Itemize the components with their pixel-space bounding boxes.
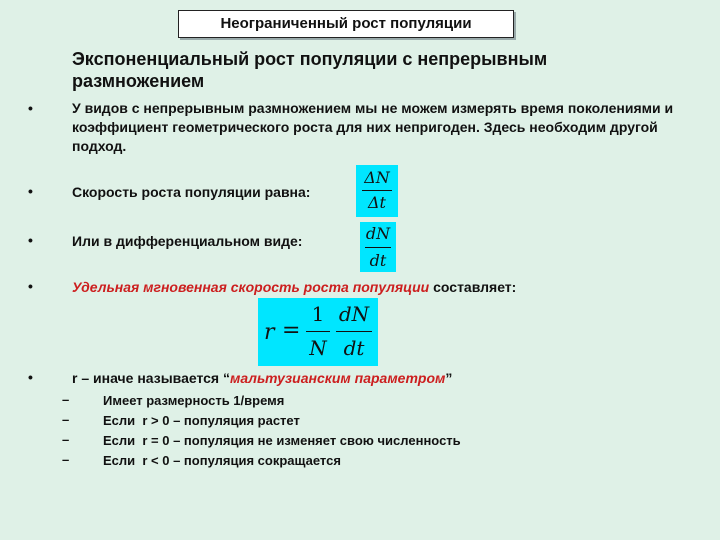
dash-marker: –: [62, 412, 70, 427]
bullet-text-4: [72, 278, 516, 297]
bullet-text-1: У видов с непрерывным размножением мы не можем измерять время поколениями и коэффициент геометрического роста для них непригоден. Здесь необходим другой подход.: [72, 100, 674, 154]
bullet-text-5-pre: r – иначе называется “: [72, 370, 230, 386]
fraction-line: [306, 331, 330, 332]
bullet-text-5: [72, 369, 452, 388]
bullet-text-4-rest: составляет:: [429, 279, 517, 295]
bullet-marker: •: [28, 278, 33, 294]
formula-delta-numerator: ΔN: [364, 168, 390, 187]
bullet-marker: •: [28, 232, 33, 248]
slide-subtitle: Экспоненциальный рост популяции с непрерывным размножением: [72, 49, 548, 91]
bullet-text-5-emphasis: мальтузианским параметром: [229, 370, 446, 386]
sub-item-1: Имеет размерность 1/время: [103, 393, 285, 408]
formula-specific-f1-den: N: [309, 336, 327, 360]
sub-item-2: Если r > 0 – популяция растет: [103, 413, 300, 428]
formula-specific-lhs: r: [264, 320, 275, 345]
dash-marker: –: [62, 432, 70, 447]
formula-specific: [258, 298, 378, 366]
sub-item-4: Если r < 0 – популяция сокращается: [103, 453, 341, 468]
formula-specific-f2-num: dN: [338, 302, 370, 326]
bullet-marker: •: [28, 100, 33, 116]
formula-diff-denominator: dt: [369, 251, 387, 270]
bullet-marker: •: [28, 369, 33, 385]
formula-diff: [360, 222, 396, 272]
fraction-line: [336, 331, 372, 332]
bullet-text-3: Или в дифференциальном виде:: [72, 233, 303, 249]
formula-diff-numerator: dN: [365, 224, 391, 243]
dash-marker: –: [62, 392, 70, 407]
formula-delta-denominator: Δt: [368, 193, 386, 212]
dash-marker: –: [62, 452, 70, 467]
bullet-marker: •: [28, 183, 33, 199]
formula-specific-f1-num: 1: [311, 302, 325, 326]
formula-specific-f2-den: dt: [343, 336, 365, 360]
fraction-line: [362, 190, 392, 191]
sub-item-3: Если r = 0 – популяция не изменяет свою численность: [103, 433, 461, 448]
bullet-text-2: Скорость роста популяции равна:: [72, 184, 311, 200]
slide-title: Неограниченный рост популяции: [178, 10, 514, 38]
bullet-text-4-emphasis: Удельная мгновенная скорость роста популяции: [72, 279, 430, 295]
fraction-line: [365, 247, 391, 248]
formula-delta: [356, 165, 398, 217]
bullet-text-5-post: ”: [445, 370, 453, 386]
formula-specific-eq: =: [282, 318, 301, 343]
